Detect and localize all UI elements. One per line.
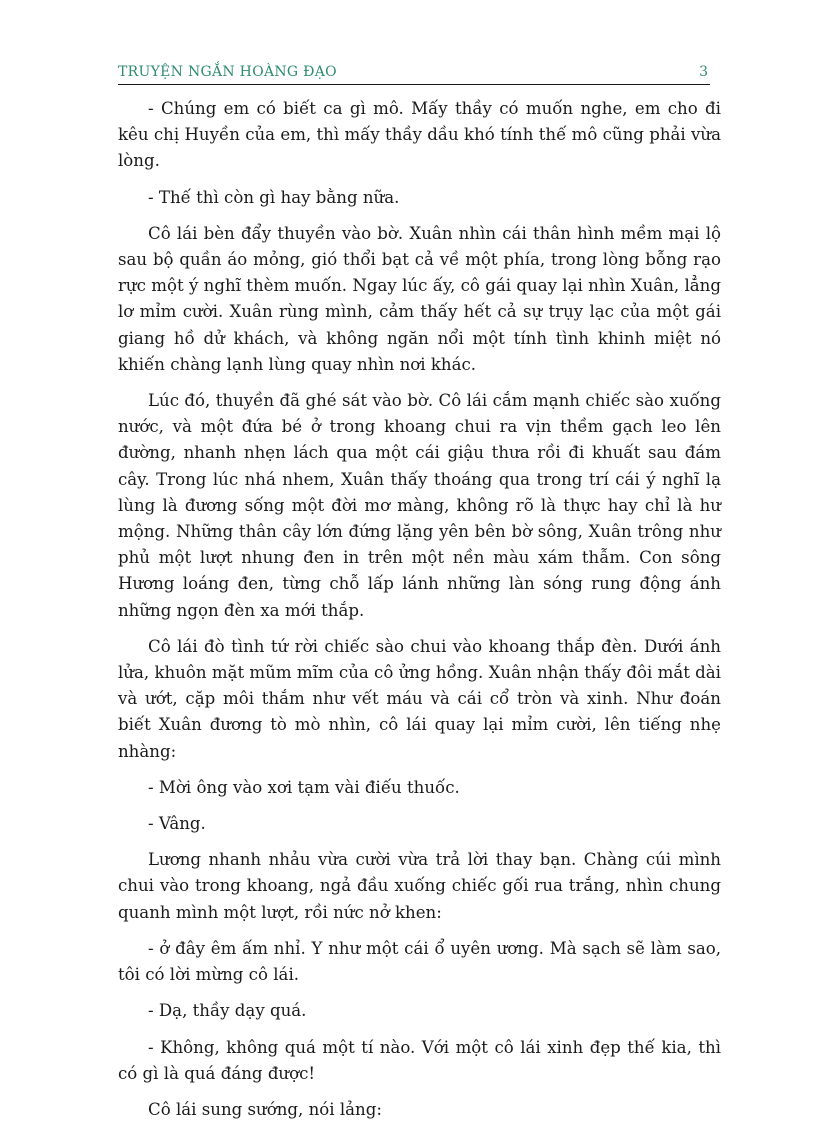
paragraph: - Vâng.: [148, 814, 206, 834]
page-number: 3: [699, 64, 708, 80]
paragraph: Cô lái bèn đẩy thuyền vào bờ. Xuân nhìn cái thân hình mềm mại lộ sau bộ quần áo mỏng, gió thổi bạt cả về một phía, trong lòng bỗng rạo rực một ý nghĩ thèm muốn. Ngay lúc ấy, cô gái quay lại nhìn Xuân, lẳng lơ mỉm cười. Xuân rùng mình, cảm thấy hết cả sự trụy lạc của một gái giang hồ dử khách, và không ngăn nổi một tính tình khinh miệt nó khiến chàng lạnh lùng quay nhìn nơi khác.: [118, 223, 721, 374]
paragraph: Cô lái sung sướng, nói lảng:: [148, 1099, 382, 1119]
paragraph: - Dạ, thầy dạy quá.: [148, 1001, 307, 1021]
running-header: [118, 62, 710, 85]
body-text: [118, 96, 721, 1133]
paragraph: - Thế thì còn gì hay bằng nữa.: [148, 187, 400, 207]
paragraph: - Mời ông vào xơi tạm vài điếu thuốc.: [148, 777, 460, 797]
paragraph: - Không, không quá một tí nào. Với một cô lái xinh đẹp thế kia, thì có gì là quá đáng được!: [118, 1037, 721, 1083]
paragraph: - ở đây êm ấm nhỉ. Y như một cái ổ uyên ương. Mà sạch sẽ làm sao, tôi có lời mừng cô lái.: [118, 938, 721, 985]
paragraph: Lúc đó, thuyền đã ghé sát vào bờ. Cô lái cắm mạnh chiếc sào xuống nước, và một đứa bé ở trong khoang chui ra vịn thềm gạch leo lên đường, nhanh nhẹn lách qua một cái giậu thưa rồi đi khuất sau đám cây. Trong lúc nhá nhem, Xuân thấy thoáng qua trong trí cái ý nghĩ lạ lùng là đương sống một đời mơ màng, không rõ là thực hay chỉ là hư mộng. Những thân cây lớn đứng lặng yên bên bờ sông, Xuân trông như phủ một lượt nhung đen in trên một nền màu xám thẫm. Con sông Hương loáng đen, từng chỗ lấp lánh những làn sóng rung động ánh những ngọn đèn xa mới thắp.: [118, 391, 721, 620]
header-title: TRUYỆN NGẮN HOÀNG ĐẠO: [118, 64, 337, 80]
paragraph: Lương nhanh nhảu vừa cười vừa trả lời thay bạn. Chàng cúi mình chui vào trong khoang, ngả đầu xuống chiếc gối rua trắng, nhìn chung quanh mình một lượt, rồi nức nở khen:: [118, 850, 721, 922]
paragraph: - Chúng em có biết ca gì mô. Mấy thầy có muốn nghe, em cho đi kêu chị Huyền của em, thì mấy thầy dầu khó tính thế mô cũng phải vừa lòng.: [118, 99, 721, 171]
paragraph: Cô lái đò tình tứ rời chiếc sào chui vào khoang thắp đèn. Dưới ánh lửa, khuôn mặt mũm mĩm của cô ửng hồng. Xuân nhận thấy đôi mắt dài và ướt, cặp môi thắm như vết máu và cái cổ tròn và xinh. Như đoán biết Xuân đương tò mò nhìn, cô lái quay lại mỉm cười, lên tiếng nhẹ nhàng:: [118, 636, 721, 761]
